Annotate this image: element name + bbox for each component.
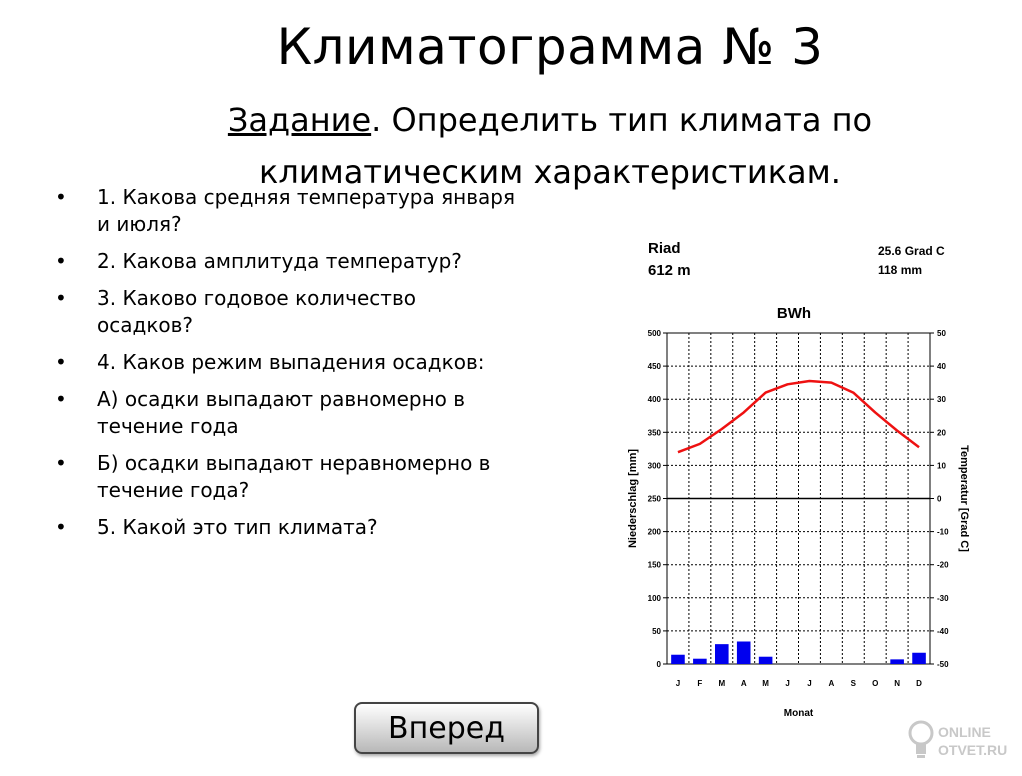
- bullet: •: [55, 515, 67, 539]
- left-tick-label: 250: [647, 494, 661, 504]
- watermark-line1: ONLINE: [938, 724, 991, 740]
- month-tick-label: D: [916, 679, 922, 688]
- y-axis-label-left: Niederschlag [mm]: [627, 448, 639, 549]
- right-tick-label: 10: [937, 461, 946, 471]
- right-tick-label: -50: [937, 660, 949, 669]
- list-item: [55, 450, 515, 504]
- list-item: [55, 514, 515, 541]
- list-item: [55, 285, 515, 339]
- left-tick-label: 0: [656, 660, 661, 669]
- month-tick-label: A: [740, 679, 747, 688]
- precipitation-bar: [671, 655, 685, 664]
- left-tick-label: 200: [647, 527, 661, 537]
- left-tick-label: 300: [647, 461, 661, 471]
- right-tick-label: -40: [937, 626, 949, 636]
- month-tick-label: A: [828, 679, 835, 688]
- list-item: [55, 386, 515, 440]
- list-item: [55, 248, 515, 275]
- climate-chart-svg: [620, 230, 980, 730]
- precipitation-bar: [737, 641, 751, 664]
- precipitation-bar: [912, 653, 926, 664]
- y-axis-label-right: Temperatur [Grad C]: [958, 445, 970, 552]
- slide-title: Климатограмма № 3: [276, 18, 824, 76]
- right-tick-label: 20: [937, 428, 946, 438]
- list-item: [55, 349, 515, 376]
- left-tick-label: 400: [647, 395, 661, 405]
- forward-button[interactable]: Вперед: [354, 702, 539, 754]
- month-tick-label: M: [718, 679, 726, 688]
- bullet: •: [55, 185, 67, 209]
- question-text: 3. Каково годовое количество осадков?: [97, 286, 416, 337]
- left-tick-label: 100: [647, 593, 661, 603]
- task-subtitle: [150, 94, 950, 198]
- bullet: •: [55, 451, 67, 475]
- bullet: •: [55, 249, 67, 273]
- right-tick-label: -30: [937, 593, 949, 603]
- right-tick-label: -10: [937, 527, 949, 537]
- month-tick-label: M: [762, 679, 769, 688]
- watermark-line2: OTVET.RU: [938, 742, 1008, 758]
- question-text: 2. Какова амплитуда температур?: [97, 249, 462, 273]
- question-text: 4. Каков режим выпадения осадков:: [97, 350, 485, 374]
- station-name: Riad: [648, 240, 681, 257]
- right-tick-label: 50: [937, 329, 946, 338]
- left-tick-label: 450: [647, 362, 661, 372]
- left-tick-label: 350: [647, 428, 661, 438]
- lightbulb-icon: [908, 720, 934, 760]
- month-tick-label: J: [807, 679, 812, 688]
- x-axis-label: Monat: [783, 708, 814, 719]
- question-text: Б) осадки выпадают неравномерно в течение года?: [97, 451, 491, 502]
- station-elevation: 612 m: [648, 262, 691, 279]
- month-tick-label: F: [697, 679, 703, 688]
- precipitation-bar: [693, 659, 707, 664]
- left-tick-label: 150: [647, 560, 661, 570]
- right-tick-label: 30: [937, 395, 946, 405]
- watermark: [908, 718, 1018, 768]
- bullet: •: [55, 350, 67, 374]
- climate-code: BWh: [776, 305, 812, 322]
- question-list: [55, 184, 515, 551]
- month-tick-label: S: [850, 679, 856, 688]
- bullet: •: [55, 387, 67, 411]
- question-text: 1. Какова средняя температура января и июля?: [97, 185, 515, 236]
- climate-chart: [620, 230, 980, 730]
- month-tick-label: N: [894, 679, 901, 688]
- month-tick-label: J: [785, 679, 790, 688]
- bullet: •: [55, 286, 67, 310]
- task-label: Задание: [227, 101, 372, 139]
- question-text: 5. Какой это тип климата?: [97, 515, 378, 539]
- precipitation-bar: [890, 659, 904, 664]
- month-tick-label: O: [872, 679, 879, 688]
- right-tick-label: 40: [937, 362, 946, 372]
- list-item: [55, 184, 515, 238]
- month-tick-label: J: [675, 679, 681, 688]
- question-text: А) осадки выпадают равномерно в течение года: [97, 387, 466, 438]
- precipitation-bar: [759, 657, 773, 664]
- annual-precipitation: 118 mm: [878, 263, 923, 277]
- left-tick-label: 50: [652, 626, 661, 636]
- task-text: . Определить тип климата по климатическим характеристикам.: [259, 101, 873, 191]
- left-tick-label: 500: [647, 329, 661, 338]
- right-tick-label: -20: [937, 560, 949, 570]
- precipitation-bar: [715, 644, 729, 664]
- right-tick-label: 0: [937, 494, 942, 504]
- mean-temperature: 25.6 Grad C: [878, 244, 945, 258]
